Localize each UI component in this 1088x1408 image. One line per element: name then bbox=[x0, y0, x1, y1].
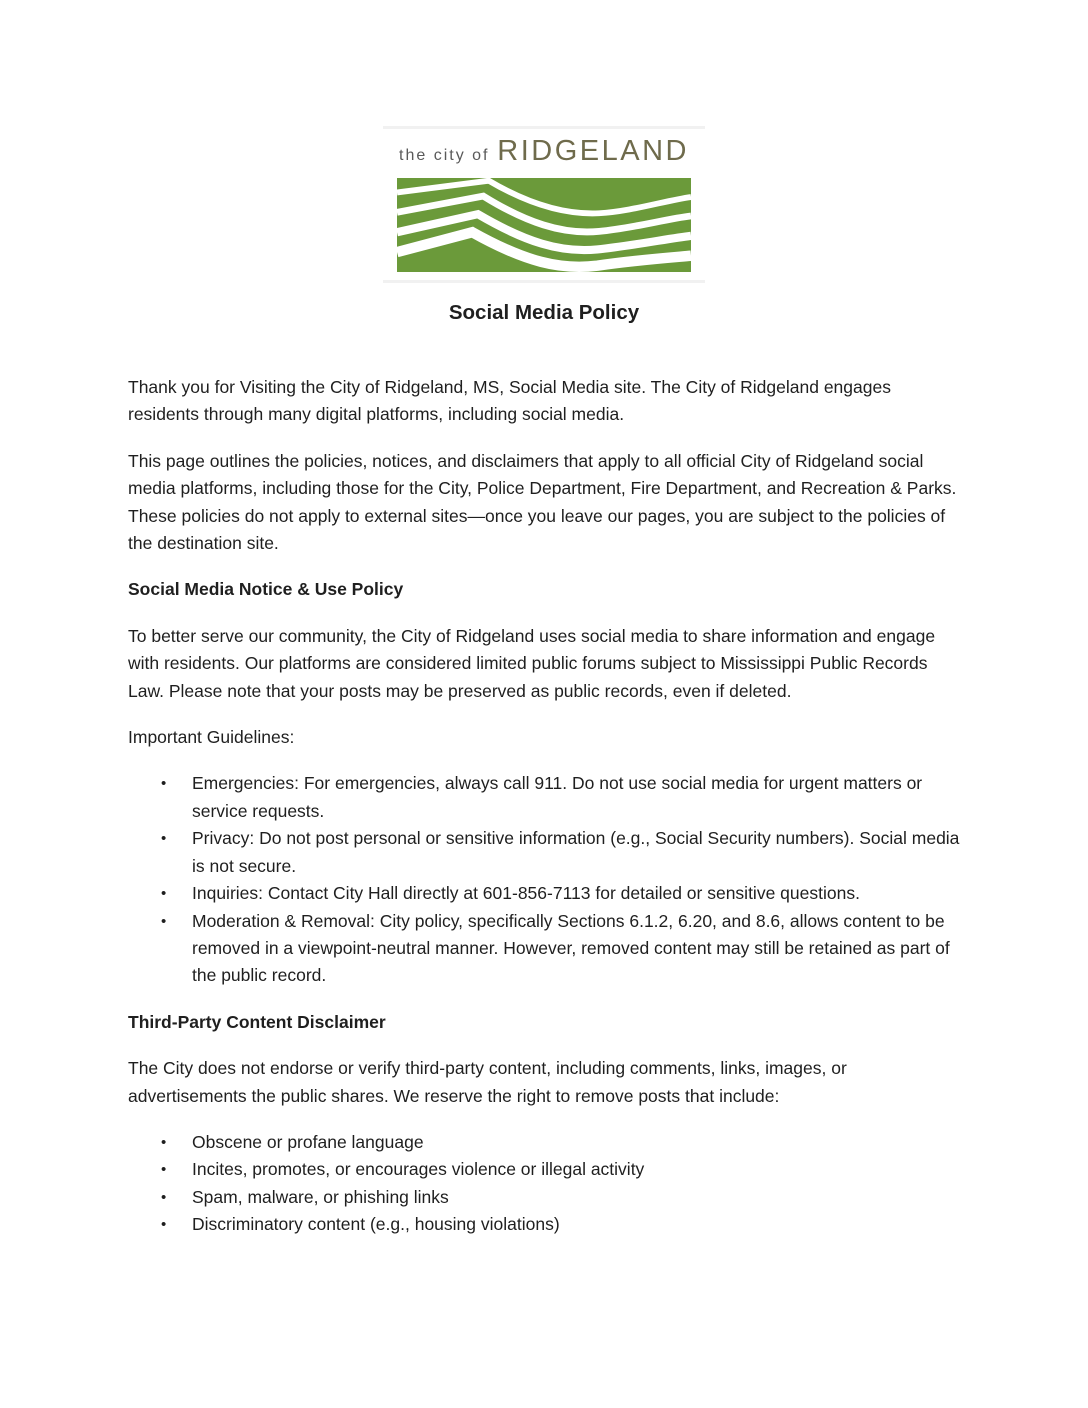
guideline-emergencies: • Emergencies: For emergencies, always call 911. Do not use social media for urgent matters or service requests. bbox=[128, 770, 960, 825]
logo-wordmark bbox=[397, 135, 691, 168]
reason-spam-malware: • Spam, malware, or phishing links bbox=[128, 1184, 960, 1211]
city-logo bbox=[383, 126, 705, 283]
document-title: Social Media Policy bbox=[448, 301, 640, 324]
reason-discriminatory-content: • Discriminatory content (e.g., housing violations) bbox=[128, 1211, 960, 1238]
important-guidelines-label: Important Guidelines: bbox=[128, 727, 295, 748]
removal-reasons-list bbox=[128, 1129, 960, 1239]
ridge-waves-icon bbox=[397, 178, 691, 272]
reason-incites-violence: • Incites, promotes, or encourages violence or illegal activity bbox=[128, 1156, 960, 1183]
guideline-privacy: • Privacy: Do not post personal or sensitive information (e.g., Social Security numbers). Social media is not secure. bbox=[128, 825, 960, 880]
guideline-inquiries: • Inquiries: Contact City Hall directly at 601-856-7113 for detailed or sensitive questions. bbox=[128, 880, 960, 907]
notice-use-policy-body: To better serve our community, the City of Ridgeland uses social media to share information and engage with residents. Our platforms are considered limited public forums subject to Mississippi Public Records Law. Please note that your posts may be preserved as public records, even if deleted. bbox=[128, 625, 936, 701]
logo-prefix-text: the city of bbox=[399, 147, 490, 164]
logo-city-name: RIDGELAND bbox=[497, 135, 689, 167]
intro-paragraph-1: Thank you for Visiting the City of Ridgeland, MS, Social Media site. The City of Ridgeland engages residents through many digital platforms, including social media. bbox=[128, 377, 891, 425]
intro-paragraph-2: This page outlines the policies, notices, and disclaimers that apply to all official City of Ridgeland social media platforms, including those for the City, Police Department, Fire Department, and Recreation & Parks. These policies do not apply to external sites—once you leave our pages, you are subject to the policies of the destination site. bbox=[128, 450, 957, 554]
reason-obscene-language: • Obscene or profane language bbox=[128, 1129, 960, 1156]
section-heading-notice-use-policy: Social Media Notice & Use Policy bbox=[128, 579, 404, 600]
guideline-moderation-removal: • Moderation & Removal: City policy, specifically Sections 6.1.2, 6.20, and 8.6, allows content to be removed in a viewpoint-neutral manner. However, removed content may still be retained as part of the public record. bbox=[128, 908, 960, 990]
section-heading-third-party-disclaimer: Third-Party Content Disclaimer bbox=[128, 1011, 386, 1032]
important-guidelines-list bbox=[128, 770, 960, 989]
third-party-disclaimer-body: The City does not endorse or verify third-party content, including comments, links, images, or advertisements the public shares. We reserve the right to remove posts that include: bbox=[128, 1058, 847, 1106]
